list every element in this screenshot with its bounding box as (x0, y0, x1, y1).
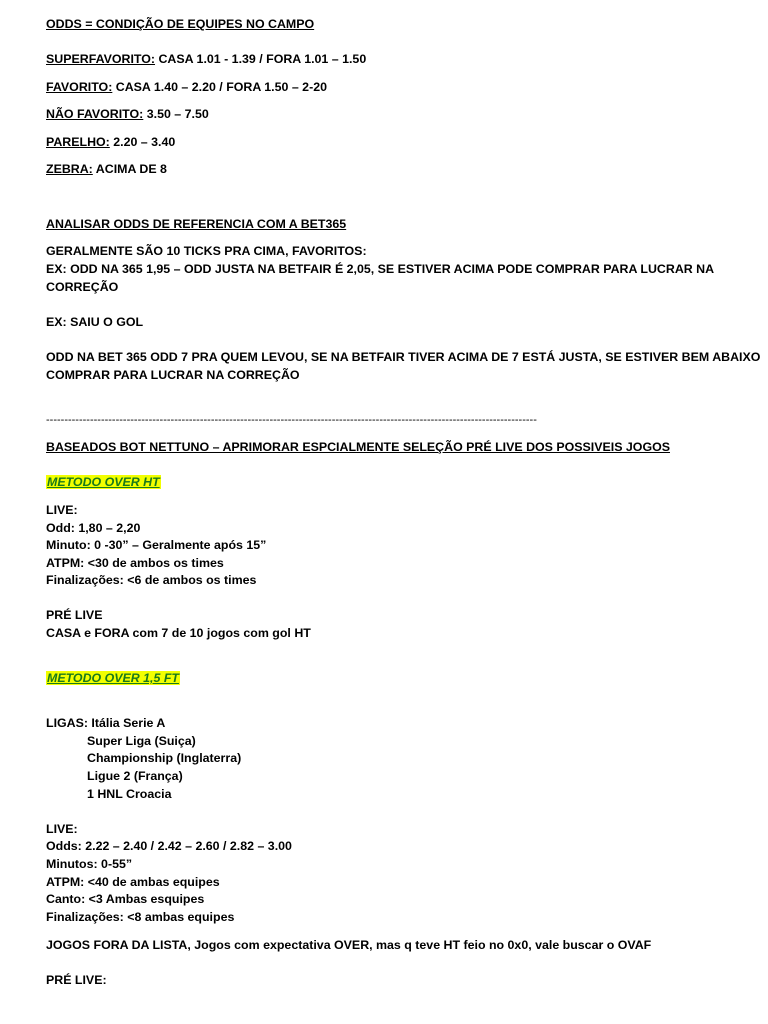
over-15-title (46, 670, 180, 687)
over-15-live-line: Finalizações: <8 ambas equipes (46, 910, 235, 924)
over-ht-pre-line: PRÉ LIVE (46, 608, 103, 622)
liga-item: Championship (Inglaterra) (87, 751, 242, 765)
over-15-pre-label: PRÉ LIVE: (46, 973, 107, 987)
bot-heading: BASEADOS BOT NETTUNO – APRIMORAR ESPCIALMENTE SELEÇÃO PRÉ LIVE DOS POSSIVEIS JOGOS (46, 440, 670, 454)
bet365-line: ODD NA BET 365 ODD 7 PRA QUEM LEVOU, SE NA BETFAIR TIVER ACIMA DE 7 ESTÁ JUSTA, SE ESTIVER BEM ABAIXO (46, 350, 761, 364)
over-15-title-text: METODO OVER 1,5 FT (47, 671, 179, 685)
category-label: NÃO FAVORITO: (46, 107, 144, 121)
over-15-note: JOGOS FORA DA LISTA, Jogos com expectativa OVER, mas q teve HT feio no 0x0, vale buscar o OVAF (46, 938, 652, 952)
over-ht-title-text: METODO OVER HT (47, 475, 160, 489)
category-zebra (46, 161, 167, 178)
bet365-line: EX: ODD NA 365 1,95 – ODD JUSTA NA BETFAIR É 2,05, SE ESTIVER ACIMA PODE COMPRAR PARA LUCRAR NA (46, 262, 715, 276)
category-label: FAVORITO: (46, 80, 113, 94)
liga-item: Ligue 2 (França) (87, 769, 183, 783)
category-text: CASA 1.01 - 1.39 / FORA 1.01 – 1.50 (155, 52, 367, 66)
over-ht-live-line: Finalizações: <6 de ambos os times (46, 573, 257, 587)
ligas-label: LIGAS: Itália Serie A (46, 716, 166, 730)
over-15-live-line: LIVE: (46, 822, 78, 836)
bet365-line: CORREÇÃO (46, 280, 119, 294)
over-15-live-line: Odds: 2.22 – 2.40 / 2.42 – 2.60 / 2.82 – 3.00 (46, 839, 292, 853)
page-title: ODDS = CONDIÇÃO DE EQUIPES NO CAMPO (46, 17, 315, 31)
bet365-line: GERALMENTE SÃO 10 TICKS PRA CIMA, FAVORITOS: (46, 244, 367, 258)
over-ht-pre-line: CASA e FORA com 7 de 10 jogos com gol HT (46, 626, 311, 640)
over-ht-live-line: Minuto: 0 -30” – Geralmente após 15” (46, 538, 267, 552)
category-text: 2.20 – 3.40 (109, 135, 176, 149)
bet365-line: EX: SAIU O GOL (46, 315, 144, 329)
over-ht-live-line: LIVE: (46, 503, 78, 517)
category-nao-favorito (46, 106, 209, 123)
category-label: SUPERFAVORITO: (46, 52, 156, 66)
over-ht-live-line: Odd: 1,80 – 2,20 (46, 521, 141, 535)
category-label: PARELHO: (46, 135, 110, 149)
category-favorito (46, 79, 327, 96)
bet365-line: COMPRAR PARA LUCRAR NA CORREÇÃO (46, 368, 300, 382)
category-label: ZEBRA: (46, 162, 93, 176)
category-parelho (46, 134, 175, 151)
over-15-live-line: Canto: <3 Ambas esquipes (46, 892, 205, 906)
over-ht-title (46, 474, 161, 491)
category-text: 3.50 – 7.50 (143, 107, 209, 121)
bet365-heading: ANALISAR ODDS DE REFERENCIA COM A BET365 (46, 217, 347, 231)
over-ht-live-line: ATPM: <30 de ambos os times (46, 556, 224, 570)
liga-item: 1 HNL Croacia (87, 787, 172, 801)
liga-item: Super Liga (Suiça) (87, 734, 196, 748)
category-superfavorito (46, 51, 366, 68)
over-15-live-line: Minutos: 0-55” (46, 857, 133, 871)
over-15-live-line: ATPM: <40 de ambas equipes (46, 875, 220, 889)
category-text: ACIMA DE 8 (92, 162, 167, 176)
separator-line: -------------------------------------------------------------------------------------------------------------------------------------- (46, 414, 537, 426)
category-text: CASA 1.40 – 2.20 / FORA 1.50 – 2-20 (112, 80, 327, 94)
